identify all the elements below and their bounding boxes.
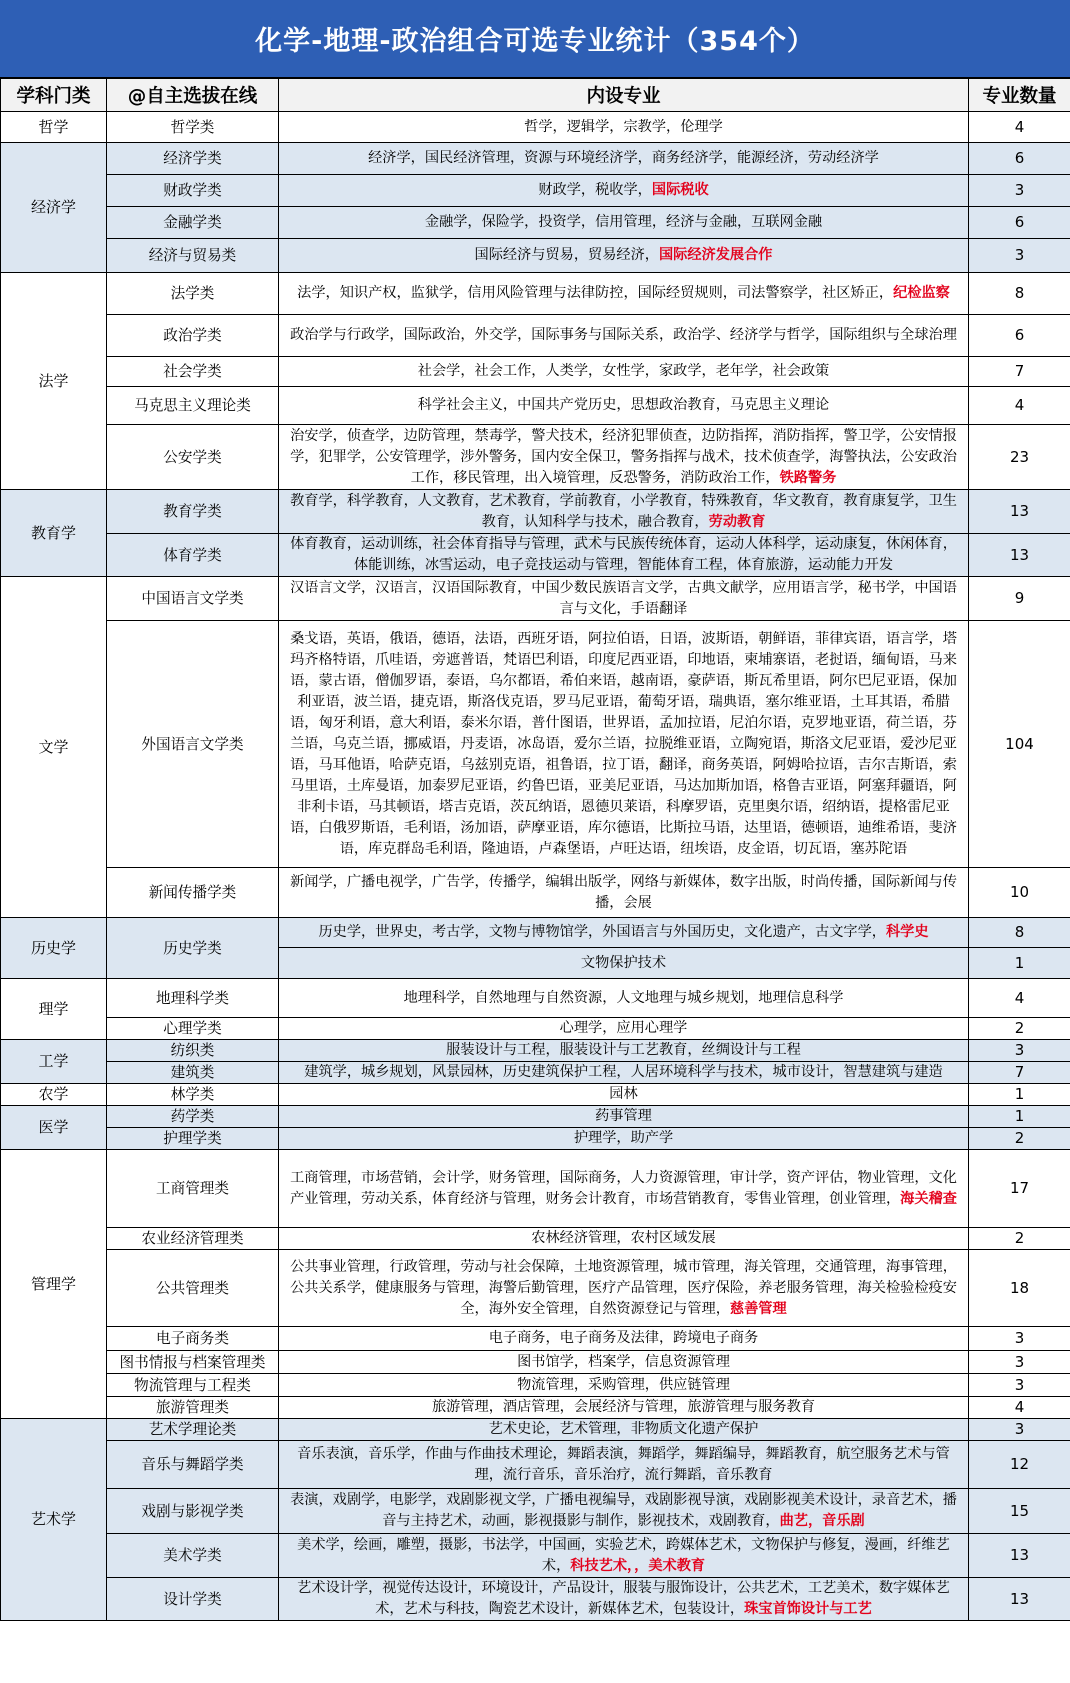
count-cell: 1 (969, 1084, 1070, 1106)
subcategory-cell: 公安学类 (107, 425, 279, 490)
new-major-highlight: 海关稽查 (900, 1190, 957, 1207)
subcategory-cell: 法学类 (107, 273, 279, 315)
count-cell: 3 (969, 1040, 1070, 1062)
majors-text: 哲学，逻辑学，宗教学，伦理学 (524, 118, 723, 135)
count-cell: 1 (969, 1106, 1070, 1128)
table-row (1, 1534, 1070, 1578)
count-cell: 6 (969, 207, 1070, 239)
count-cell: 104 (969, 621, 1070, 868)
subcategory-cell: 美术学类 (107, 1534, 279, 1578)
count-cell: 3 (969, 1327, 1070, 1351)
subcategory-cell: 音乐与舞蹈学类 (107, 1441, 279, 1489)
majors-text: 旅游管理，酒店管理，会展经济与管理，旅游管理与服务教育 (431, 1399, 816, 1415)
table-row (1, 979, 1070, 1018)
majors-cell (279, 1128, 969, 1150)
table-row (1, 1106, 1070, 1128)
subcategory-cell: 马克思主义理论类 (107, 387, 279, 425)
majors-cell (279, 357, 969, 387)
category-cell: 理学 (1, 979, 107, 1040)
subcategory-cell: 护理学类 (107, 1128, 279, 1150)
majors-text: 农林经济管理，农村区域发展 (531, 1230, 716, 1246)
majors-text: 物流管理，采购管理，供应链管理 (517, 1376, 730, 1393)
table-row (1, 175, 1070, 207)
majors-text: 财政学，税收学， (538, 182, 652, 198)
table-row (1, 1150, 1070, 1228)
majors-text: 工商管理，市场营销，会计学，财务管理，国际商务，人力资源管理，审计学，资产评估，物业管理，文化产业管理，劳动关系，体育经济与管理，财务会计教育，市场营销教育，零售业管理，创业管理， (290, 1169, 957, 1207)
majors-cell (279, 387, 969, 425)
subcategory-cell: 电子商务类 (107, 1327, 279, 1351)
new-major-highlight: 铁路警务 (779, 469, 837, 486)
subcategory-cell: 体育学类 (107, 534, 279, 577)
majors-cell (279, 918, 969, 948)
count-cell: 4 (969, 979, 1070, 1018)
table-row (1, 1441, 1070, 1489)
majors-cell (279, 1150, 969, 1228)
table-row (1, 1327, 1070, 1351)
subcategory-cell: 林学类 (107, 1084, 279, 1106)
page-title: 化学-地理-政治组合可选专业统计（354个） (0, 0, 1070, 78)
table-row (1, 1578, 1070, 1621)
majors-cell (279, 1441, 969, 1489)
subcategory-cell: 历史学类 (107, 918, 279, 979)
majors-cell (279, 621, 969, 868)
count-cell: 10 (969, 868, 1070, 918)
table-row (1, 1250, 1070, 1327)
count-cell: 7 (969, 357, 1070, 387)
count-cell: 3 (969, 1351, 1070, 1374)
majors-text: 汉语言文学，汉语言，汉语国际教育，中国少数民族语言文学，古典文献学，应用语言学，秘书学，中国语言与文化，手语翻译 (290, 579, 957, 617)
majors-cell (279, 112, 969, 143)
majors-text: 园林 (609, 1086, 638, 1102)
majors-text: 教育学，科学教育，人文教育，艺术教育，学前教育，小学教育，特殊教育，华文教育，教育康复学，卫生教育，认知科学与技术，融合教育， (290, 492, 957, 530)
table-row (1, 1062, 1070, 1084)
majors-cell (279, 1228, 969, 1250)
majors-cell (279, 239, 969, 273)
subcategory-cell: 地理科学类 (107, 979, 279, 1018)
new-major-highlight: 劳动教育 (708, 513, 766, 530)
count-cell: 15 (969, 1489, 1070, 1534)
subcategory-cell: 社会学类 (107, 357, 279, 387)
majors-text: 社会学，社会工作，人类学，女性学，家政学，老年学，社会政策 (417, 363, 830, 379)
category-cell: 哲学 (1, 112, 107, 143)
majors-text: 经济学，国民经济管理，资源与环境经济学，商务经济学，能源经济，劳动经济学 (368, 150, 879, 166)
table-row (1, 315, 1070, 357)
table-row (1, 577, 1070, 621)
count-cell: 3 (969, 175, 1070, 207)
subcategory-cell: 农业经济管理类 (107, 1228, 279, 1250)
table-row (1, 918, 1070, 948)
majors-text: 艺术设计学，视觉传达设计，环境设计，产品设计，服装与服饰设计，公共艺术，工艺美术，数字媒体艺术，艺术与科技，陶瓷艺术设计，新媒体艺术，包装设计， (297, 1580, 950, 1617)
majors-cell (279, 1084, 969, 1106)
majors-text: 公共事业管理，行政管理，劳动与社会保障，土地资源管理，城市管理，海关管理，交通管理，海事管理，公共关系学，健康服务与管理，海警后勤管理，医疗产品管理，医疗保险，养老服务管理，海关检验检疫安全，海外安全管理，自然资源登记与管理， (290, 1258, 957, 1317)
majors-text: 图书馆学，档案学，信息资源管理 (517, 1353, 730, 1370)
majors-cell (279, 1397, 969, 1419)
subcategory-cell: 金融学类 (107, 207, 279, 239)
table-row (1, 621, 1070, 868)
majors-text: 服装设计与工程，服装设计与工艺教育，丝绸设计与工程 (446, 1042, 801, 1058)
category-cell: 管理学 (1, 1150, 107, 1419)
count-cell: 23 (969, 425, 1070, 490)
majors-text: 建筑学，城乡规划，风景园林，历史建筑保护工程，人居环境科学与技术，城市设计，智慧建筑与建造 (304, 1064, 943, 1080)
count-cell: 4 (969, 387, 1070, 425)
count-cell: 6 (969, 143, 1070, 175)
count-cell: 2 (969, 1128, 1070, 1150)
subcategory-cell: 中国语言文学类 (107, 577, 279, 621)
count-cell: 9 (969, 577, 1070, 621)
count-cell: 7 (969, 1062, 1070, 1084)
table-row (1, 1040, 1070, 1062)
table-row (1, 1419, 1070, 1441)
majors-cell (279, 1489, 969, 1534)
table-row (1, 387, 1070, 425)
subcategory-cell: 图书情报与档案管理类 (107, 1351, 279, 1374)
count-cell: 13 (969, 490, 1070, 534)
subcategory-cell: 设计学类 (107, 1578, 279, 1621)
count-cell: 4 (969, 1397, 1070, 1419)
subcategory-cell: 新闻传播学类 (107, 868, 279, 918)
count-cell: 2 (969, 1018, 1070, 1040)
majors-cell (279, 273, 969, 315)
majors-cell (279, 1534, 969, 1578)
table-body (1, 112, 1070, 1621)
header-category: 学科门类 (1, 79, 107, 112)
new-major-highlight: 国际税收 (651, 182, 709, 198)
category-cell: 艺术学 (1, 1419, 107, 1621)
new-major-highlight: 珠宝首饰设计与工艺 (744, 1601, 872, 1617)
majors-cell (279, 1351, 969, 1374)
subcategory-cell: 财政学类 (107, 175, 279, 207)
table-row (1, 239, 1070, 273)
majors-cell (279, 534, 969, 577)
majors-cell (279, 1327, 969, 1351)
majors-cell (279, 1419, 969, 1441)
category-cell: 医学 (1, 1106, 107, 1150)
count-cell: 13 (969, 534, 1070, 577)
majors-text: 护理学，助产学 (573, 1130, 674, 1146)
majors-text: 音乐表演，音乐学，作曲与作曲技术理论，舞蹈表演，舞蹈学，舞蹈编导，舞蹈教育，航空服务艺术与管理，流行音乐，音乐治疗，流行舞蹈，音乐教育 (297, 1445, 950, 1483)
table-row (1, 534, 1070, 577)
count-cell: 12 (969, 1441, 1070, 1489)
category-cell: 农学 (1, 1084, 107, 1106)
majors-cell (279, 1578, 969, 1621)
majors-text: 美术学，绘画，雕塑，摄影，书法学，中国画，实验艺术，跨媒体艺术，文物保护与修复，漫画，纤维艺术， (297, 1536, 950, 1574)
table-row (1, 490, 1070, 534)
new-major-highlight: 科技艺术，，美术教育 (570, 1557, 706, 1574)
count-cell: 8 (969, 273, 1070, 315)
count-cell: 17 (969, 1150, 1070, 1228)
count-cell: 3 (969, 239, 1070, 273)
majors-text: 地理科学，自然地理与自然资源，人文地理与城乡规划，地理信息科学 (403, 989, 844, 1006)
majors-cell (279, 315, 969, 357)
majors-cell (279, 948, 969, 979)
majors-text: 国际经济与贸易，贸易经济， (474, 247, 659, 263)
majors-text: 药事管理 (595, 1108, 652, 1124)
majors-text: 艺术史论，艺术管理，非物质文化遗产保护 (488, 1421, 759, 1437)
count-cell: 13 (969, 1534, 1070, 1578)
majors-cell (279, 207, 969, 239)
table-row (1, 1489, 1070, 1534)
category-cell: 工学 (1, 1040, 107, 1084)
majors-text: 历史学，世界史，考古学，文物与博物馆学，外国语言与外国历史，文化遗产，古文字学， (318, 924, 886, 940)
subcategory-cell: 心理学类 (107, 1018, 279, 1040)
header-subcategory: @自主选拔在线 (107, 79, 279, 112)
new-major-highlight: 国际经济发展合作 (658, 247, 773, 263)
majors-text: 科学社会主义，中国共产党历史，思想政治教育，马克思主义理论 (417, 397, 830, 413)
subcategory-cell: 外国语言文学类 (107, 621, 279, 868)
count-cell: 8 (969, 918, 1070, 948)
new-major-highlight: 曲艺，音乐剧 (779, 1513, 865, 1529)
count-cell: 1 (969, 948, 1070, 979)
majors-cell (279, 979, 969, 1018)
category-cell: 经济学 (1, 143, 107, 273)
header-majors: 内设专业 (279, 79, 969, 112)
new-major-highlight: 慈善管理 (729, 1300, 787, 1317)
table-row (1, 1128, 1070, 1150)
table-row (1, 207, 1070, 239)
majors-text: 金融学，保险学，投资学，信用管理，经济与金融，互联网金融 (424, 214, 823, 230)
count-cell: 3 (969, 1419, 1070, 1441)
count-cell: 13 (969, 1578, 1070, 1621)
subcategory-cell: 经济与贸易类 (107, 239, 279, 273)
category-cell: 法学 (1, 273, 107, 490)
majors-text: 治安学，侦查学，边防管理，禁毒学，警犬技术，经济犯罪侦查，边防指挥，消防指挥，警卫学，公安情报学，犯罪学，公安管理学，涉外警务，国内安全保卫，警务指挥与战术，技术侦查学，海警执法，公安政治工作，移民管理，出入境管理，反恐警务，消防政治工作， (290, 427, 957, 486)
subcategory-cell: 药学类 (107, 1106, 279, 1128)
majors-cell (279, 1250, 969, 1327)
new-major-highlight: 科学史 (885, 924, 929, 940)
header-count: 专业数量 (969, 79, 1070, 112)
table-row (1, 1084, 1070, 1106)
table-row (1, 357, 1070, 387)
majors-text: 政治学与行政学，国际政治，外交学，国际事务与国际关系，政治学、经济学与哲学，国际组织与全球治理 (290, 327, 957, 343)
table-row (1, 425, 1070, 490)
majors-cell (279, 1062, 969, 1084)
table-row (1, 1397, 1070, 1419)
new-major-highlight: 纪检监察 (893, 285, 950, 301)
count-cell: 18 (969, 1250, 1070, 1327)
majors-cell (279, 425, 969, 490)
majors-text: 表演，戏剧学，电影学，戏剧影视文学，广播电视编导，戏剧影视导演，戏剧影视美术设计，录音艺术，播音与主持艺术，动画，影视摄影与制作，影视技术，戏剧教育， (290, 1492, 957, 1529)
subcategory-cell: 公共管理类 (107, 1250, 279, 1327)
subcategory-cell: 经济学类 (107, 143, 279, 175)
table-row (1, 112, 1070, 143)
majors-text: 体育教育，运动训练，社会体育指导与管理，武术与民族传统体育，运动人体科学，运动康复，休闲体育，体能训练，冰雪运动，电子竞技运动与管理，智能体育工程，体育旅游，运动能力开发 (290, 536, 957, 573)
count-cell: 4 (969, 112, 1070, 143)
majors-text: 电子商务，电子商务及法律，跨境电子商务 (488, 1330, 759, 1346)
majors-cell (279, 143, 969, 175)
majors-cell (279, 1018, 969, 1040)
subcategory-cell: 哲学类 (107, 112, 279, 143)
table-row (1, 1228, 1070, 1250)
subcategory-cell: 旅游管理类 (107, 1397, 279, 1419)
majors-text: 桑戈语，英语，俄语，德语，法语，西班牙语，阿拉伯语，日语，波斯语，朝鲜语，菲律宾语，语言学，塔玛齐格特语，爪哇语，旁遮普语，梵语巴利语，印度尼西亚语，印地语，柬埔寨语，老挝语，缅甸语，马来语，蒙古语，僧伽罗语，泰语，乌尔都语，希伯来语，越南语，豪萨语，斯瓦希里语，阿尔巴尼亚语，保加利亚语，波兰语，捷克语，斯洛伐克语，罗马尼亚语，葡萄牙语，瑞典语，塞尔维亚语，土耳其语，希腊语，匈牙利语，意大利语，泰米尔语，普什图语，世界语，孟加拉语，尼泊尔语，克罗地亚语，荷兰语，芬兰语，乌克兰语，挪威语，丹麦语，冰岛语，爱尔兰语，拉脱维亚语，立陶宛语，斯洛文尼亚语，爱沙尼亚语，马耳他语，哈萨克语，乌兹别克语，祖鲁语，拉丁语，翻译，商务英语，阿姆哈拉语，吉尔吉斯语，索马里语，土库曼语，加泰罗尼亚语，约鲁巴语，亚美尼亚语，马达加斯加语，格鲁吉亚语，阿塞拜疆语，阿非利卡语，马其顿语，塔吉克语，茨瓦纳语，恩德贝莱语，科摩罗语，克里奥尔语，绍纳语，提格雷尼亚语，白俄罗斯语，毛利语，汤加语，萨摩亚语，库尔德语，比斯拉马语，达里语，德顿语，迪维希语，斐济语，库克群岛毛利语，隆迪语，卢森堡语，卢旺达语，纽埃语，皮金语，切瓦语，塞苏陀语 (290, 630, 957, 857)
table-row (1, 143, 1070, 175)
majors-cell (279, 1040, 969, 1062)
majors-cell (279, 1374, 969, 1397)
category-cell: 教育学 (1, 490, 107, 577)
majors-text: 心理学，应用心理学 (559, 1020, 688, 1036)
table-row (1, 1374, 1070, 1397)
subcategory-cell: 教育学类 (107, 490, 279, 534)
majors-cell (279, 490, 969, 534)
table-row (1, 868, 1070, 918)
table-row (1, 1351, 1070, 1374)
subcategory-cell: 政治学类 (107, 315, 279, 357)
table-row (1, 273, 1070, 315)
count-cell: 6 (969, 315, 1070, 357)
majors-table (0, 78, 1070, 1621)
subcategory-cell: 艺术学理论类 (107, 1419, 279, 1441)
category-cell: 历史学 (1, 918, 107, 979)
subcategory-cell: 工商管理类 (107, 1150, 279, 1228)
table-row (1, 1018, 1070, 1040)
subcategory-cell: 戏剧与影视学类 (107, 1489, 279, 1534)
majors-text: 法学，知识产权，监狱学，信用风险管理与法律防控，国际经贸规则，司法警察学，社区矫正， (297, 285, 894, 301)
category-cell: 文学 (1, 577, 107, 918)
majors-cell (279, 868, 969, 918)
subcategory-cell: 建筑类 (107, 1062, 279, 1084)
majors-cell (279, 175, 969, 207)
subcategory-cell: 纺织类 (107, 1040, 279, 1062)
count-cell: 3 (969, 1374, 1070, 1397)
majors-text: 文物保护技术 (580, 954, 667, 971)
majors-text: 新闻学，广播电视学，广告学，传播学，编辑出版学，网络与新媒体，数字出版，时尚传播，国际新闻与传播，会展 (290, 873, 957, 911)
count-cell: 2 (969, 1228, 1070, 1250)
majors-cell (279, 577, 969, 621)
header-row (1, 79, 1070, 112)
subcategory-cell: 物流管理与工程类 (107, 1374, 279, 1397)
majors-cell (279, 1106, 969, 1128)
